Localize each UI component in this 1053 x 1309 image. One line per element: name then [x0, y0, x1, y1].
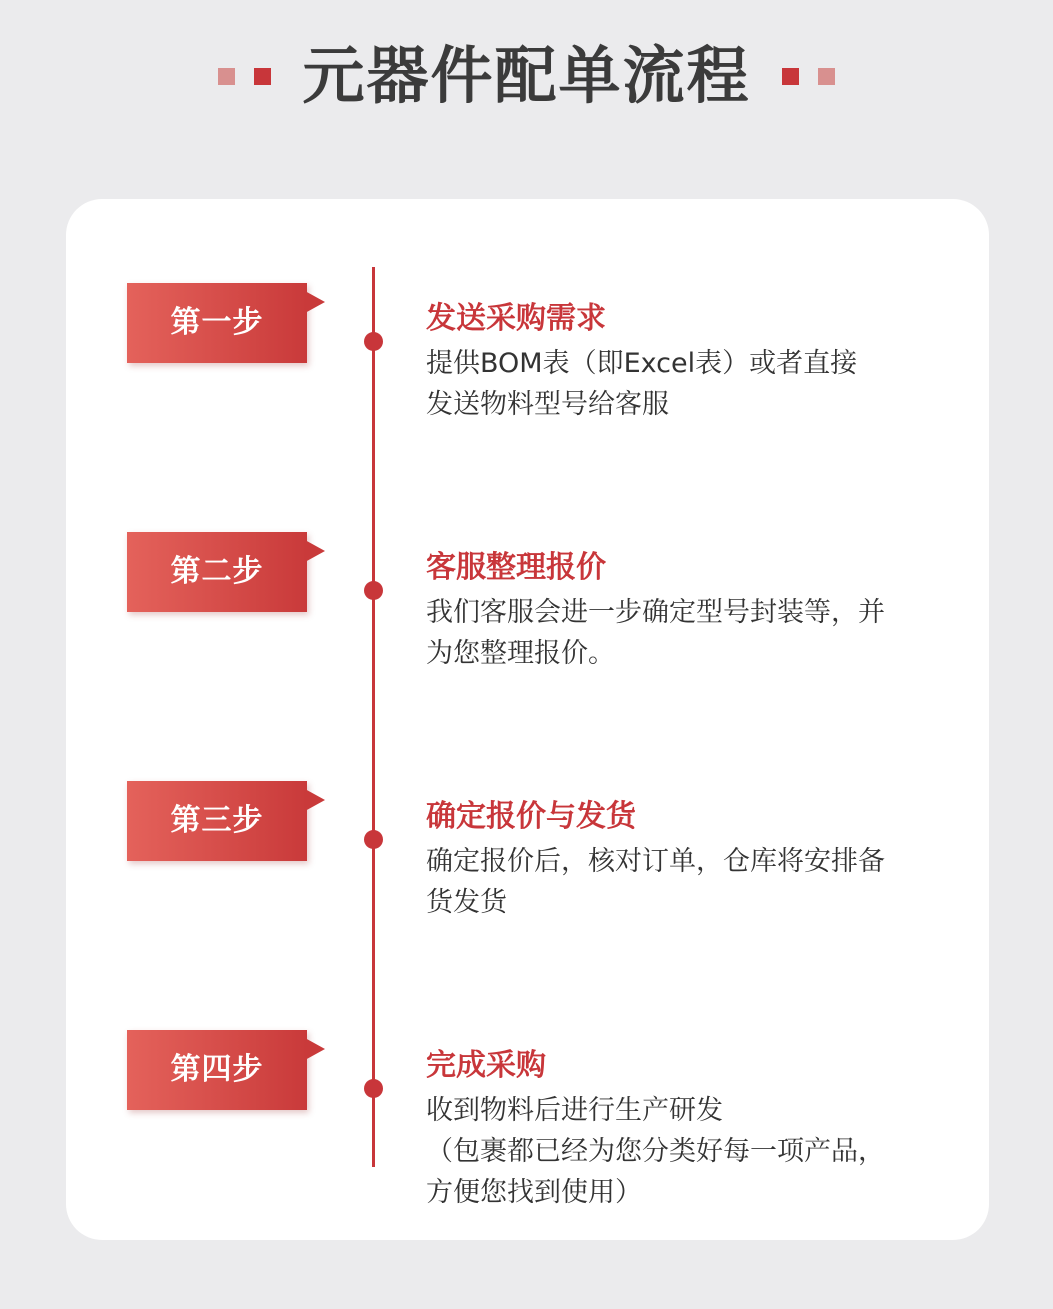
step-description: [426, 841, 946, 923]
tag-arrow-icon: [305, 1038, 325, 1060]
step-title: 客服整理报价: [426, 550, 606, 585]
step-tag-label: 第三步: [170, 803, 264, 838]
timeline-dot-icon: [364, 581, 383, 600]
step-description: [426, 592, 946, 674]
step-tag-label: 第四步: [170, 1052, 264, 1087]
step-description-line: （包裹都已经为您分类好每一项产品，: [426, 1136, 885, 1167]
decor-square-icon: [782, 68, 799, 85]
step-description-line: 为您整理报价。: [426, 638, 615, 669]
step-tag: [127, 781, 325, 861]
timeline-dot-icon: [364, 332, 383, 351]
step-title: 确定报价与发货: [426, 799, 636, 834]
tag-arrow-icon: [305, 789, 325, 811]
step-description-line: 收到物料后进行生产研发: [426, 1095, 723, 1126]
step-description-line: 我们客服会进一步确定型号封装等，并: [426, 597, 885, 628]
decor-square-icon: [818, 68, 835, 85]
page-title: 元器件配单流程: [302, 39, 751, 112]
step-tag: [127, 1030, 325, 1110]
header: [0, 36, 1053, 116]
tag-arrow-icon: [305, 540, 325, 562]
decor-square-icon: [254, 68, 271, 85]
step-item: [66, 532, 989, 712]
step-description-line: 方便您找到使用）: [426, 1177, 642, 1208]
step-item: [66, 781, 989, 961]
step-description-line: 确定报价后，核对订单，仓库将安排备: [426, 846, 885, 877]
step-item: [66, 1030, 989, 1210]
step-description: [426, 343, 946, 425]
timeline-dot-icon: [364, 830, 383, 849]
step-tag: [127, 283, 325, 363]
step-description-line: 发送物料型号给客服: [426, 389, 669, 420]
step-item: [66, 283, 989, 463]
timeline-dot-icon: [364, 1079, 383, 1098]
tag-arrow-icon: [305, 291, 325, 313]
step-title: 完成采购: [426, 1048, 546, 1083]
step-description-line: 提供BOM表（即Excel表）或者直接: [426, 348, 858, 379]
process-card: [66, 199, 989, 1240]
step-description-line: 货发货: [426, 887, 507, 918]
step-tag: [127, 532, 325, 612]
step-tag-label: 第一步: [170, 305, 264, 340]
decor-square-icon: [218, 68, 235, 85]
step-tag-label: 第二步: [170, 554, 264, 589]
step-title: 发送采购需求: [426, 301, 606, 336]
step-description: [426, 1090, 946, 1213]
